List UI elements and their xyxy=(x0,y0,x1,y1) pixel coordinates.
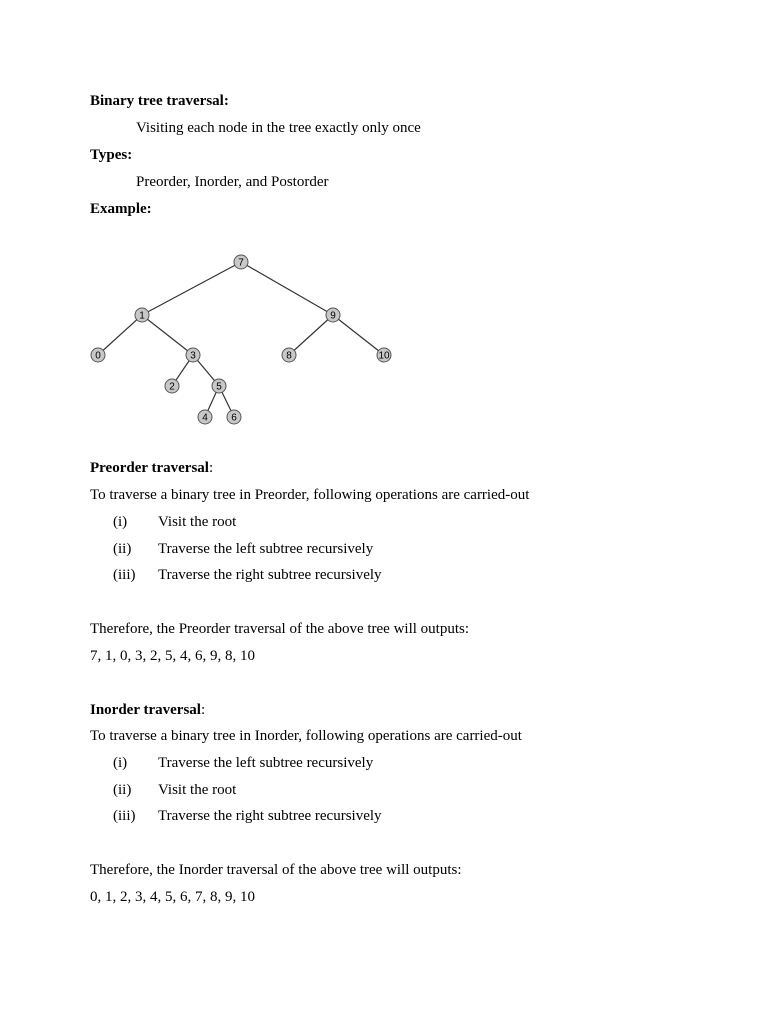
tree-edge xyxy=(142,262,241,315)
tree-node xyxy=(212,379,226,393)
preorder-step-number: (ii) xyxy=(113,541,132,557)
example-label: Example: xyxy=(90,201,152,217)
tree-node xyxy=(377,348,391,362)
tree-node-label: 9 xyxy=(330,310,336,322)
tree-node-label: 0 xyxy=(95,350,101,362)
inorder-result: 0, 1, 2, 3, 4, 5, 6, 7, 8, 9, 10 xyxy=(90,889,255,905)
tree-node-label: 6 xyxy=(231,412,237,424)
tree-node xyxy=(198,410,212,424)
inorder-heading xyxy=(90,701,205,719)
tree-node xyxy=(282,348,296,362)
tree-node-label: 8 xyxy=(286,350,292,362)
inorder-heading-colon: : xyxy=(200,702,206,718)
preorder-step-number: (iii) xyxy=(113,567,136,583)
inorder-step-text: Visit the root xyxy=(158,782,237,798)
definition-text: Visiting each node in the tree exactly only once xyxy=(136,120,421,136)
inorder-step-number: (i) xyxy=(113,755,128,771)
tree-edge xyxy=(142,315,193,355)
inorder-step-text: Traverse the right subtree recursively xyxy=(158,808,382,824)
tree-node-label: 10 xyxy=(378,350,390,362)
types-label: Types: xyxy=(90,147,133,163)
preorder-result: 7, 1, 0, 3, 2, 5, 4, 6, 9, 8, 10 xyxy=(90,648,255,664)
inorder-step-number: (iii) xyxy=(113,808,136,824)
preorder-heading-text: Preorder traversal xyxy=(90,460,209,476)
preorder-step-number: (i) xyxy=(113,514,128,530)
binary-tree-diagram xyxy=(80,245,410,435)
tree-node-label: 3 xyxy=(190,350,196,362)
tree-edge xyxy=(289,315,333,355)
tree-node-label: 2 xyxy=(169,381,175,393)
preorder-intro: To traverse a binary tree in Preorder, following operations are carried-out xyxy=(90,487,530,503)
tree-node xyxy=(165,379,179,393)
tree-node xyxy=(326,308,340,322)
tree-edge xyxy=(241,262,333,315)
tree-node xyxy=(91,348,105,362)
tree-node-label: 5 xyxy=(216,381,222,393)
preorder-step-text: Visit the root xyxy=(158,514,237,530)
section-title: Binary tree traversal: xyxy=(90,93,229,109)
tree-node xyxy=(227,410,241,424)
inorder-step-number: (ii) xyxy=(113,782,132,798)
inorder-intro: To traverse a binary tree in Inorder, following operations are carried-out xyxy=(90,728,522,744)
preorder-step-text: Traverse the left subtree recursively xyxy=(158,541,374,557)
tree-node xyxy=(135,308,149,322)
inorder-step-text: Traverse the left subtree recursively xyxy=(158,755,374,771)
types-value: Preorder, Inorder, and Postorder xyxy=(136,174,329,190)
preorder-heading xyxy=(90,459,213,477)
tree-node xyxy=(234,255,248,269)
preorder-step-text: Traverse the right subtree recursively xyxy=(158,567,382,583)
inorder-result-intro: Therefore, the Inorder traversal of the above tree will outputs: xyxy=(90,862,462,878)
tree-edge xyxy=(98,315,142,355)
inorder-heading-text: Inorder traversal xyxy=(90,702,201,718)
tree-node-label: 4 xyxy=(202,412,208,424)
tree-node xyxy=(186,348,200,362)
preorder-result-intro: Therefore, the Preorder traversal of the above tree will outputs: xyxy=(90,621,470,637)
tree-node-label: 7 xyxy=(238,257,244,269)
tree-node-label: 1 xyxy=(139,310,145,322)
preorder-heading-colon: : xyxy=(208,460,214,476)
tree-edge xyxy=(333,315,384,355)
